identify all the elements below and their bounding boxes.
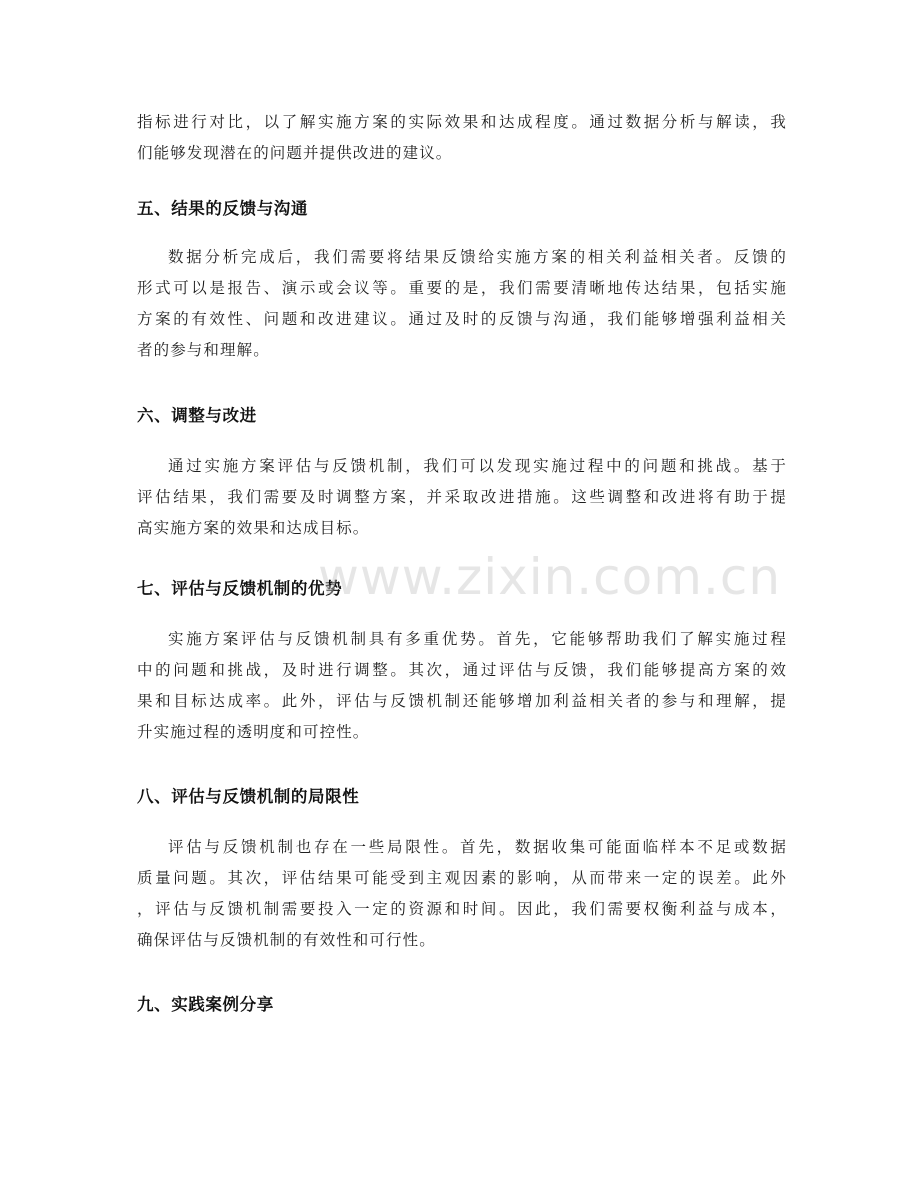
text-line: 实施方案评估与反馈机制具有多重优势。首先，它能够帮助我们了解实施过程 (168, 630, 787, 648)
section-title: 六、调整与改进 (137, 406, 257, 425)
paragraph-text (137, 624, 787, 748)
text-line: 们能够发现潜在的问题并提供改进的建议。 (137, 144, 453, 162)
text-line: 数据分析完成后，我们需要将结果反馈给实施方案的相关利益相关者。反馈的 (168, 248, 787, 266)
text-line: 中的问题和挑战，及时进行调整。其次，通过评估与反馈，我们能够提高方案的效 (137, 661, 787, 679)
section-title: 九、实践案例分享 (137, 995, 274, 1014)
text-line: 确保评估与反馈机制的有效性和可行性。 (137, 931, 436, 949)
text-line: 升实施过程的透明度和可控性。 (137, 723, 370, 741)
text-line: 通过实施方案评估与反馈机制，我们可以发现实施过程中的问题和挑战。基于 (168, 457, 787, 475)
text-line: 方案的有效性、问题和改进建议。通过及时的反馈与沟通，我们能够增强利益相关 (137, 310, 787, 328)
text-line: ，评估与反馈机制需要投入一定的资源和时间。因此，我们需要权衡利益与成本， (137, 900, 787, 918)
section-title: 八、评估与反馈机制的局限性 (137, 787, 360, 806)
section-paragraph-8 (137, 832, 787, 956)
section-heading-8 (137, 785, 787, 809)
text-line: 评估结果，我们需要及时调整方案，并采取改进措施。这些调整和改进将有助于提 (137, 488, 787, 506)
section-title: 五、结果的反馈与沟通 (137, 199, 308, 218)
paragraph-text (137, 451, 787, 544)
paragraph-continuation (137, 107, 787, 169)
paragraph-text (137, 107, 787, 169)
text-line: 质量问题。其次，评估结果可能受到主观因素的影响，从而带来一定的误差。此外 (137, 869, 787, 887)
section-title: 七、评估与反馈机制的优势 (137, 579, 343, 598)
section-paragraph-5 (137, 242, 787, 366)
text-line: 形式可以是报告、演示或会议等。重要的是，我们需要清晰地传达结果，包括实施 (137, 279, 787, 297)
text-line: 指标进行对比，以了解实施方案的实际效果和达成程度。通过数据分析与解读，我 (137, 113, 787, 131)
section-paragraph-7 (137, 624, 787, 748)
section-heading-6 (137, 404, 787, 428)
section-heading-5 (137, 197, 787, 221)
section-heading-7 (137, 577, 787, 601)
section-paragraph-6 (137, 451, 787, 544)
text-line: 高实施方案的效果和达成目标。 (137, 519, 370, 537)
text-line: 评估与反馈机制也存在一些局限性。首先，数据收集可能面临样本不足或数据 (168, 838, 787, 856)
section-heading-9 (137, 993, 787, 1017)
watermark-text: www.zixin.com.cn (318, 548, 782, 606)
text-line: 果和目标达成率。此外，评估与反馈机制还能够增加利益相关者的参与和理解，提 (137, 692, 787, 710)
paragraph-text (137, 832, 787, 956)
paragraph-text (137, 242, 787, 366)
text-line: 者的参与和理解。 (137, 341, 270, 359)
